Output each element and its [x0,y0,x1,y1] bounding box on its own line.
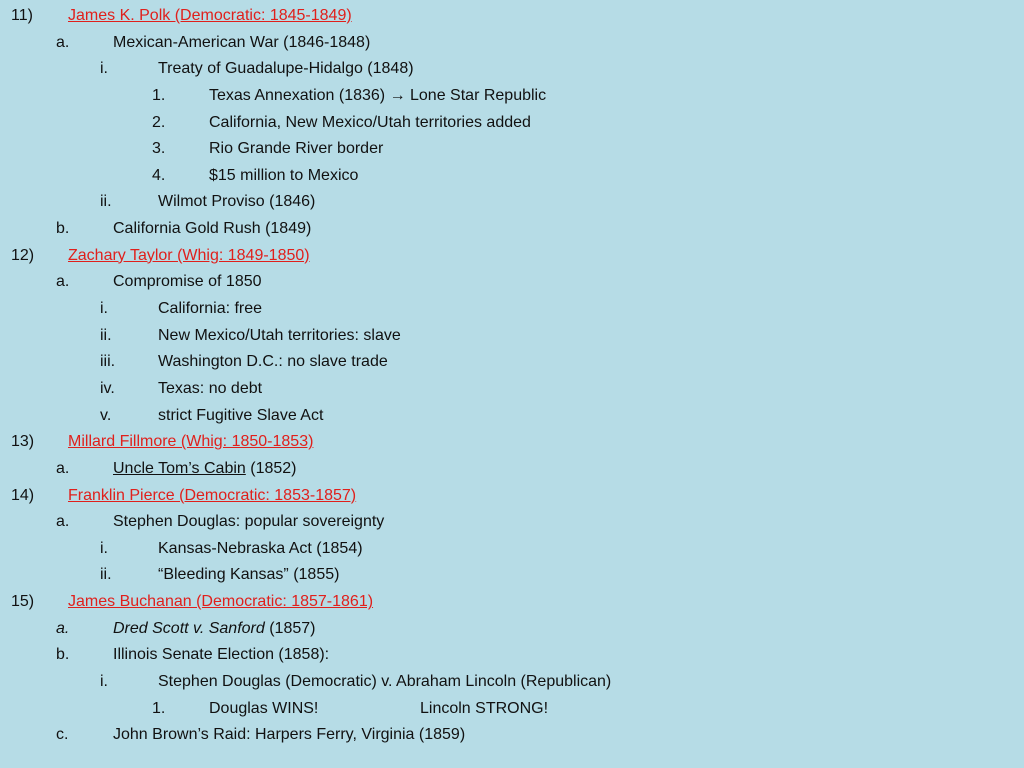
president-heading: Zachary Taylor (Whig: 1849-1850) [68,246,310,264]
item-text-rest: (1852) [245,459,297,477]
item-marker: 12) [11,246,35,264]
outline-item [0,216,1024,243]
outline-item [0,110,1024,137]
outline-item [0,323,1024,350]
outline-item [0,136,1024,163]
item-marker: a. [56,33,70,51]
outline-item [0,30,1024,57]
outline-item [0,456,1024,483]
item-text-second-column: Lincoln STRONG! [420,699,549,717]
outline-item [0,696,1024,723]
item-text: Washington D.C.: no slave trade [158,353,388,371]
item-marker: b. [56,646,70,664]
item-text: John Brown’s Raid: Harpers Ferry, Virginia (1859) [113,726,466,744]
item-marker: i. [100,539,108,557]
item-text-rest: (1857) [264,619,316,637]
item-marker: 4. [152,166,166,184]
president-heading: James K. Polk (Democratic: 1845-1849) [68,7,352,24]
outline-item-polk [0,3,1024,30]
item-text [113,456,297,483]
item-marker: a. [56,459,70,477]
item-text: Douglas WINS! [209,699,319,717]
case-title: Dred Scott v. Sanford [113,619,265,637]
item-text: Texas Annexation (1836) → Lone Star Republic [209,86,547,104]
item-marker: 1. [152,699,166,717]
outline-item [0,403,1024,430]
item-text: California Gold Rush (1849) [113,220,312,238]
item-marker: ii. [100,193,112,211]
item-text: Wilmot Proviso (1846) [158,193,316,211]
outline-item [0,296,1024,323]
outline-list [0,3,1024,749]
president-heading: Millard Fillmore (Whig: 1850-1853) [68,433,314,451]
outline-item [0,562,1024,589]
item-marker: i. [100,300,108,318]
outline-item-fillmore [0,429,1024,456]
item-marker: iii. [100,353,116,371]
outline-item [0,536,1024,563]
outline-item [0,189,1024,216]
item-marker: c. [56,726,69,744]
item-marker: 13) [11,433,35,451]
item-text: Mexican-American War (1846-1848) [113,33,371,51]
outline-item [0,509,1024,536]
item-marker: i. [100,673,108,691]
item-marker: ii. [100,326,112,344]
item-text: strict Fugitive Slave Act [158,406,324,424]
item-marker: i. [100,60,108,78]
item-marker: 3. [152,140,166,158]
outline-item [0,56,1024,83]
item-marker: a. [56,619,70,637]
item-text: Rio Grande River border [209,140,384,158]
book-title: Uncle Tom’s Cabin [113,459,246,477]
item-marker: a. [56,273,70,291]
outline-item [0,349,1024,376]
outline-item-pierce [0,483,1024,510]
outline-item [0,163,1024,190]
item-text [113,616,315,643]
item-marker: 14) [11,486,35,504]
item-text: Illinois Senate Election (1858): [113,646,330,664]
item-text: Compromise of 1850 [113,273,262,291]
item-marker: a. [56,513,70,531]
item-text: California: free [158,300,263,318]
item-text: Kansas-Nebraska Act (1854) [158,539,363,557]
item-marker: 2. [152,113,166,131]
item-marker: 11) [11,7,33,24]
item-text: “Bleeding Kansas” (1855) [158,566,340,584]
item-marker: b. [56,220,70,238]
item-text: Stephen Douglas: popular sovereignty [113,513,385,531]
item-marker: 1. [152,86,166,104]
outline-item [0,642,1024,669]
outline-item [0,722,1024,749]
item-marker: v. [100,406,112,424]
outline-item-buchanan [0,589,1024,616]
item-text: Treaty of Guadalupe-Hidalgo (1848) [158,60,414,78]
item-text: Texas: no debt [158,379,263,397]
outline-item [0,269,1024,296]
item-text: $15 million to Mexico [209,166,359,184]
outline-item [0,83,1024,110]
item-marker: ii. [100,566,112,584]
item-marker: iv. [100,379,115,397]
outline-item [0,669,1024,696]
item-text: New Mexico/Utah territories: slave [158,326,401,344]
outline-item [0,616,1024,643]
outline-item [0,376,1024,403]
president-heading: Franklin Pierce (Democratic: 1853-1857) [68,486,357,504]
president-heading: James Buchanan (Democratic: 1857-1861) [68,593,374,611]
item-text: Stephen Douglas (Democratic) v. Abraham Lincoln (Republican) [158,673,612,691]
outline-item-taylor [0,243,1024,270]
item-marker: 15) [11,593,35,611]
item-text: California, New Mexico/Utah territories added [209,113,531,131]
